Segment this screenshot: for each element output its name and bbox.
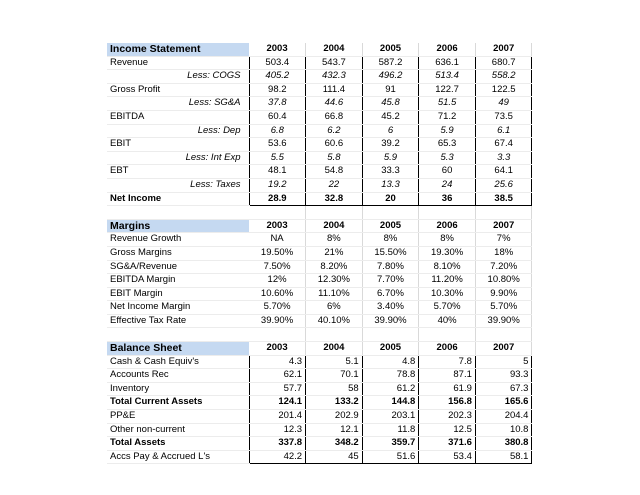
value-cell[interactable]: 405.2 (249, 70, 306, 84)
row-label[interactable]: Less: COGS (107, 70, 249, 84)
year-cell[interactable]: 2005 (362, 43, 419, 56)
value-cell[interactable]: 4.8 (362, 355, 419, 369)
value-cell[interactable]: 53.6 (249, 138, 306, 152)
value-cell[interactable]: 543.7 (306, 56, 363, 70)
value-cell[interactable]: 54.8 (306, 165, 363, 179)
row-label[interactable]: Less: Dep (107, 124, 249, 138)
value-cell[interactable]: 122.7 (419, 83, 476, 97)
year-cell[interactable]: 2006 (419, 342, 476, 356)
row-label[interactable]: Gross Margins (107, 246, 249, 260)
value-cell[interactable]: 62.1 (249, 369, 306, 383)
value-cell[interactable]: 513.4 (419, 70, 476, 84)
value-cell[interactable]: 39.90% (475, 314, 532, 328)
year-cell[interactable]: 2007 (475, 219, 532, 233)
row-label[interactable]: EBITDA (107, 110, 249, 124)
spacer-row (107, 328, 532, 342)
empty-cell[interactable] (419, 328, 476, 342)
value-cell[interactable]: 10.60% (249, 287, 306, 301)
value-cell[interactable]: 133.2 (306, 396, 363, 410)
value-cell[interactable]: 20 (362, 192, 419, 206)
table-row (107, 274, 532, 288)
value-cell[interactable]: 93.3 (475, 369, 532, 383)
value-cell[interactable]: 39.90% (362, 314, 419, 328)
value-cell[interactable]: 7.50% (249, 260, 306, 274)
value-cell[interactable]: 337.8 (249, 437, 306, 451)
value-cell[interactable]: 5.1 (306, 355, 363, 369)
value-cell[interactable]: 19.2 (249, 178, 306, 192)
value-cell[interactable]: 3.40% (362, 301, 419, 315)
value-cell[interactable]: 66.8 (306, 110, 363, 124)
table-row (107, 165, 532, 179)
row-label[interactable]: Net Income (107, 192, 249, 206)
value-cell[interactable]: 19.50% (249, 246, 306, 260)
value-cell[interactable]: 73.5 (475, 110, 532, 124)
row-label[interactable]: EBT (107, 165, 249, 179)
row-label[interactable]: Less: Taxes (107, 178, 249, 192)
value-cell[interactable]: 6.2 (306, 124, 363, 138)
year-cell[interactable]: 2004 (306, 43, 363, 56)
value-cell[interactable]: 348.2 (306, 437, 363, 451)
value-cell[interactable]: 7.70% (362, 274, 419, 288)
value-cell[interactable]: 111.4 (306, 83, 363, 97)
value-cell[interactable]: 3.3 (475, 151, 532, 165)
value-cell[interactable]: 636.1 (419, 56, 476, 70)
value-cell[interactable]: 8% (419, 233, 476, 247)
year-cell[interactable]: 2005 (362, 342, 419, 356)
value-cell[interactable]: 21% (306, 246, 363, 260)
empty-cell[interactable] (249, 206, 306, 220)
value-cell[interactable]: 22 (306, 178, 363, 192)
value-cell[interactable]: 51.6 (362, 450, 419, 464)
empty-cell[interactable] (419, 206, 476, 220)
value-cell[interactable]: 40% (419, 314, 476, 328)
value-cell[interactable]: 19.30% (419, 246, 476, 260)
value-cell[interactable]: 11.20% (419, 274, 476, 288)
value-cell[interactable]: 87.1 (419, 369, 476, 383)
financial-table (107, 43, 532, 464)
row-label[interactable]: SG&A/Revenue (107, 260, 249, 274)
value-cell[interactable]: 10.30% (419, 287, 476, 301)
row-label[interactable]: EBITDA Margin (107, 274, 249, 288)
value-cell[interactable]: 203.1 (362, 410, 419, 424)
value-cell[interactable]: 40.10% (306, 314, 363, 328)
value-cell[interactable]: 204.4 (475, 410, 532, 424)
value-cell[interactable]: 28.9 (249, 192, 306, 206)
row-label[interactable]: Net Income Margin (107, 301, 249, 315)
value-cell[interactable]: 12.5 (419, 423, 476, 437)
value-cell[interactable]: 71.2 (419, 110, 476, 124)
row-label[interactable]: Revenue (107, 56, 249, 70)
row-label[interactable]: Gross Profit (107, 83, 249, 97)
year-cell[interactable]: 2007 (475, 43, 532, 56)
row-label[interactable]: Inventory (107, 382, 249, 396)
value-cell[interactable]: 11.10% (306, 287, 363, 301)
value-cell[interactable]: 49 (475, 97, 532, 111)
value-cell[interactable]: 45.8 (362, 97, 419, 111)
value-cell[interactable]: 124.1 (249, 396, 306, 410)
table-row (107, 233, 532, 247)
row-label[interactable]: Cash & Cash Equiv's (107, 355, 249, 369)
value-cell[interactable]: 57.7 (249, 382, 306, 396)
row-label[interactable]: EBIT Margin (107, 287, 249, 301)
year-cell[interactable]: 2003 (249, 342, 306, 356)
year-cell[interactable]: 2005 (362, 219, 419, 233)
value-cell[interactable]: 91 (362, 83, 419, 97)
balance_sheet-header-row (107, 342, 532, 356)
value-cell[interactable]: 7.8 (419, 355, 476, 369)
table-row (107, 56, 532, 70)
margins-title[interactable]: Margins (107, 219, 249, 233)
value-cell[interactable]: 58 (306, 382, 363, 396)
value-cell[interactable]: 5 (475, 355, 532, 369)
value-cell[interactable]: 60.6 (306, 138, 363, 152)
empty-cell[interactable] (475, 206, 532, 220)
value-cell[interactable]: 202.3 (419, 410, 476, 424)
value-cell[interactable]: 144.8 (362, 396, 419, 410)
value-cell[interactable]: 680.7 (475, 56, 532, 70)
row-label[interactable]: Effective Tax Rate (107, 314, 249, 328)
value-cell[interactable]: 60.4 (249, 110, 306, 124)
table-row (107, 287, 532, 301)
year-cell[interactable]: 2003 (249, 43, 306, 56)
value-cell[interactable]: 61.9 (419, 382, 476, 396)
value-cell[interactable]: 67.4 (475, 138, 532, 152)
value-cell[interactable]: 13.3 (362, 178, 419, 192)
value-cell[interactable]: 5.9 (362, 151, 419, 165)
margins-header-row (107, 219, 532, 233)
table-row (107, 138, 532, 152)
table-row (107, 124, 532, 138)
value-cell[interactable]: 165.6 (475, 396, 532, 410)
year-cell[interactable]: 2004 (306, 219, 363, 233)
value-cell[interactable]: 12% (249, 274, 306, 288)
row-label[interactable]: Accs Pay & Accrued L's (107, 450, 249, 464)
table-row (107, 301, 532, 315)
table-row (107, 70, 532, 84)
value-cell[interactable]: 6 (362, 124, 419, 138)
value-cell[interactable]: 5.9 (419, 124, 476, 138)
empty-cell[interactable] (107, 206, 249, 220)
value-cell[interactable]: 7.80% (362, 260, 419, 274)
value-cell[interactable]: 12.3 (249, 423, 306, 437)
row-label[interactable]: Total Current Assets (107, 396, 249, 410)
row-label[interactable]: EBIT (107, 138, 249, 152)
row-label[interactable]: Other non-current (107, 423, 249, 437)
year-cell[interactable]: 2006 (419, 43, 476, 56)
table-row (107, 260, 532, 274)
table-row (107, 450, 532, 464)
table-row (107, 437, 532, 451)
value-cell[interactable]: 5.3 (419, 151, 476, 165)
row-label[interactable]: Total Assets (107, 437, 249, 451)
value-cell[interactable]: 5.70% (475, 301, 532, 315)
value-cell[interactable]: 12.30% (306, 274, 363, 288)
value-cell[interactable]: 61.2 (362, 382, 419, 396)
value-cell[interactable]: 5.70% (249, 301, 306, 315)
value-cell[interactable]: 36 (419, 192, 476, 206)
value-cell[interactable]: 7% (475, 233, 532, 247)
value-cell[interactable]: 7.20% (475, 260, 532, 274)
table-row (107, 110, 532, 124)
value-cell[interactable]: 45.2 (362, 110, 419, 124)
row-label[interactable]: Less: SG&A (107, 97, 249, 111)
value-cell[interactable]: 6.8 (249, 124, 306, 138)
value-cell[interactable]: 6.1 (475, 124, 532, 138)
value-cell[interactable]: 10.8 (475, 423, 532, 437)
year-cell[interactable]: 2007 (475, 342, 532, 356)
income_statement-title[interactable]: Income Statement (107, 43, 249, 56)
year-cell[interactable]: 2006 (419, 219, 476, 233)
value-cell[interactable]: 6.70% (362, 287, 419, 301)
value-cell[interactable]: 371.6 (419, 437, 476, 451)
value-cell[interactable]: 558.2 (475, 70, 532, 84)
value-cell[interactable]: 37.8 (249, 97, 306, 111)
table-row (107, 355, 532, 369)
row-label[interactable]: Revenue Growth (107, 233, 249, 247)
value-cell[interactable]: 33.3 (362, 165, 419, 179)
value-cell[interactable]: 44.6 (306, 97, 363, 111)
row-label[interactable]: Less: Int Exp (107, 151, 249, 165)
value-cell[interactable]: 51.5 (419, 97, 476, 111)
value-cell[interactable]: 64.1 (475, 165, 532, 179)
value-cell[interactable]: 25.6 (475, 178, 532, 192)
value-cell[interactable]: 6% (306, 301, 363, 315)
value-cell[interactable]: 65.3 (419, 138, 476, 152)
table-row (107, 151, 532, 165)
value-cell[interactable]: NA (249, 233, 306, 247)
value-cell[interactable]: 32.8 (306, 192, 363, 206)
value-cell[interactable]: 38.5 (475, 192, 532, 206)
table-row (107, 192, 532, 206)
value-cell[interactable]: 156.8 (419, 396, 476, 410)
value-cell[interactable]: 15.50% (362, 246, 419, 260)
value-cell[interactable]: 53.4 (419, 450, 476, 464)
value-cell[interactable]: 8.10% (419, 260, 476, 274)
value-cell[interactable]: 58.1 (475, 450, 532, 464)
value-cell[interactable]: 5.5 (249, 151, 306, 165)
row-label[interactable]: PP&E (107, 410, 249, 424)
table-row (107, 314, 532, 328)
value-cell[interactable]: 60 (419, 165, 476, 179)
value-cell[interactable]: 78.8 (362, 369, 419, 383)
year-cell[interactable]: 2004 (306, 342, 363, 356)
balance_sheet-title[interactable]: Balance Sheet (107, 342, 249, 356)
empty-cell[interactable] (362, 328, 419, 342)
table-row (107, 382, 532, 396)
value-cell[interactable]: 496.2 (362, 70, 419, 84)
value-cell[interactable]: 122.5 (475, 83, 532, 97)
value-cell[interactable]: 42.2 (249, 450, 306, 464)
empty-cell[interactable] (249, 328, 306, 342)
income_statement-header-row (107, 43, 532, 56)
value-cell[interactable]: 18% (475, 246, 532, 260)
value-cell[interactable]: 201.4 (249, 410, 306, 424)
value-cell[interactable]: 67.3 (475, 382, 532, 396)
value-cell[interactable]: 432.3 (306, 70, 363, 84)
value-cell[interactable]: 11.8 (362, 423, 419, 437)
table-row (107, 410, 532, 424)
value-cell[interactable]: 5.70% (419, 301, 476, 315)
value-cell[interactable]: 98.2 (249, 83, 306, 97)
year-cell[interactable]: 2003 (249, 219, 306, 233)
value-cell[interactable]: 39.2 (362, 138, 419, 152)
value-cell[interactable]: 9.90% (475, 287, 532, 301)
value-cell[interactable]: 24 (419, 178, 476, 192)
table-row (107, 178, 532, 192)
value-cell[interactable]: 4.3 (249, 355, 306, 369)
empty-cell[interactable] (107, 328, 249, 342)
empty-cell[interactable] (475, 328, 532, 342)
table-row (107, 369, 532, 383)
table-row (107, 97, 532, 111)
value-cell[interactable]: 8% (306, 233, 363, 247)
value-cell[interactable]: 202.9 (306, 410, 363, 424)
table-row (107, 396, 532, 410)
value-cell[interactable]: 39.90% (249, 314, 306, 328)
value-cell[interactable]: 587.2 (362, 56, 419, 70)
value-cell[interactable]: 12.1 (306, 423, 363, 437)
value-cell[interactable]: 8.20% (306, 260, 363, 274)
row-label[interactable]: Accounts Rec (107, 369, 249, 383)
value-cell[interactable]: 48.1 (249, 165, 306, 179)
value-cell[interactable]: 45 (306, 450, 363, 464)
value-cell[interactable]: 10.80% (475, 274, 532, 288)
value-cell[interactable]: 380.8 (475, 437, 532, 451)
spreadsheet (107, 43, 532, 464)
table-row (107, 423, 532, 437)
table-row (107, 83, 532, 97)
value-cell[interactable]: 503.4 (249, 56, 306, 70)
value-cell[interactable]: 70.1 (306, 369, 363, 383)
value-cell[interactable]: 5.8 (306, 151, 363, 165)
table-row (107, 246, 532, 260)
value-cell[interactable]: 359.7 (362, 437, 419, 451)
value-cell[interactable]: 8% (362, 233, 419, 247)
empty-cell[interactable] (306, 328, 363, 342)
spacer-row (107, 206, 532, 220)
empty-cell[interactable] (362, 206, 419, 220)
empty-cell[interactable] (306, 206, 363, 220)
